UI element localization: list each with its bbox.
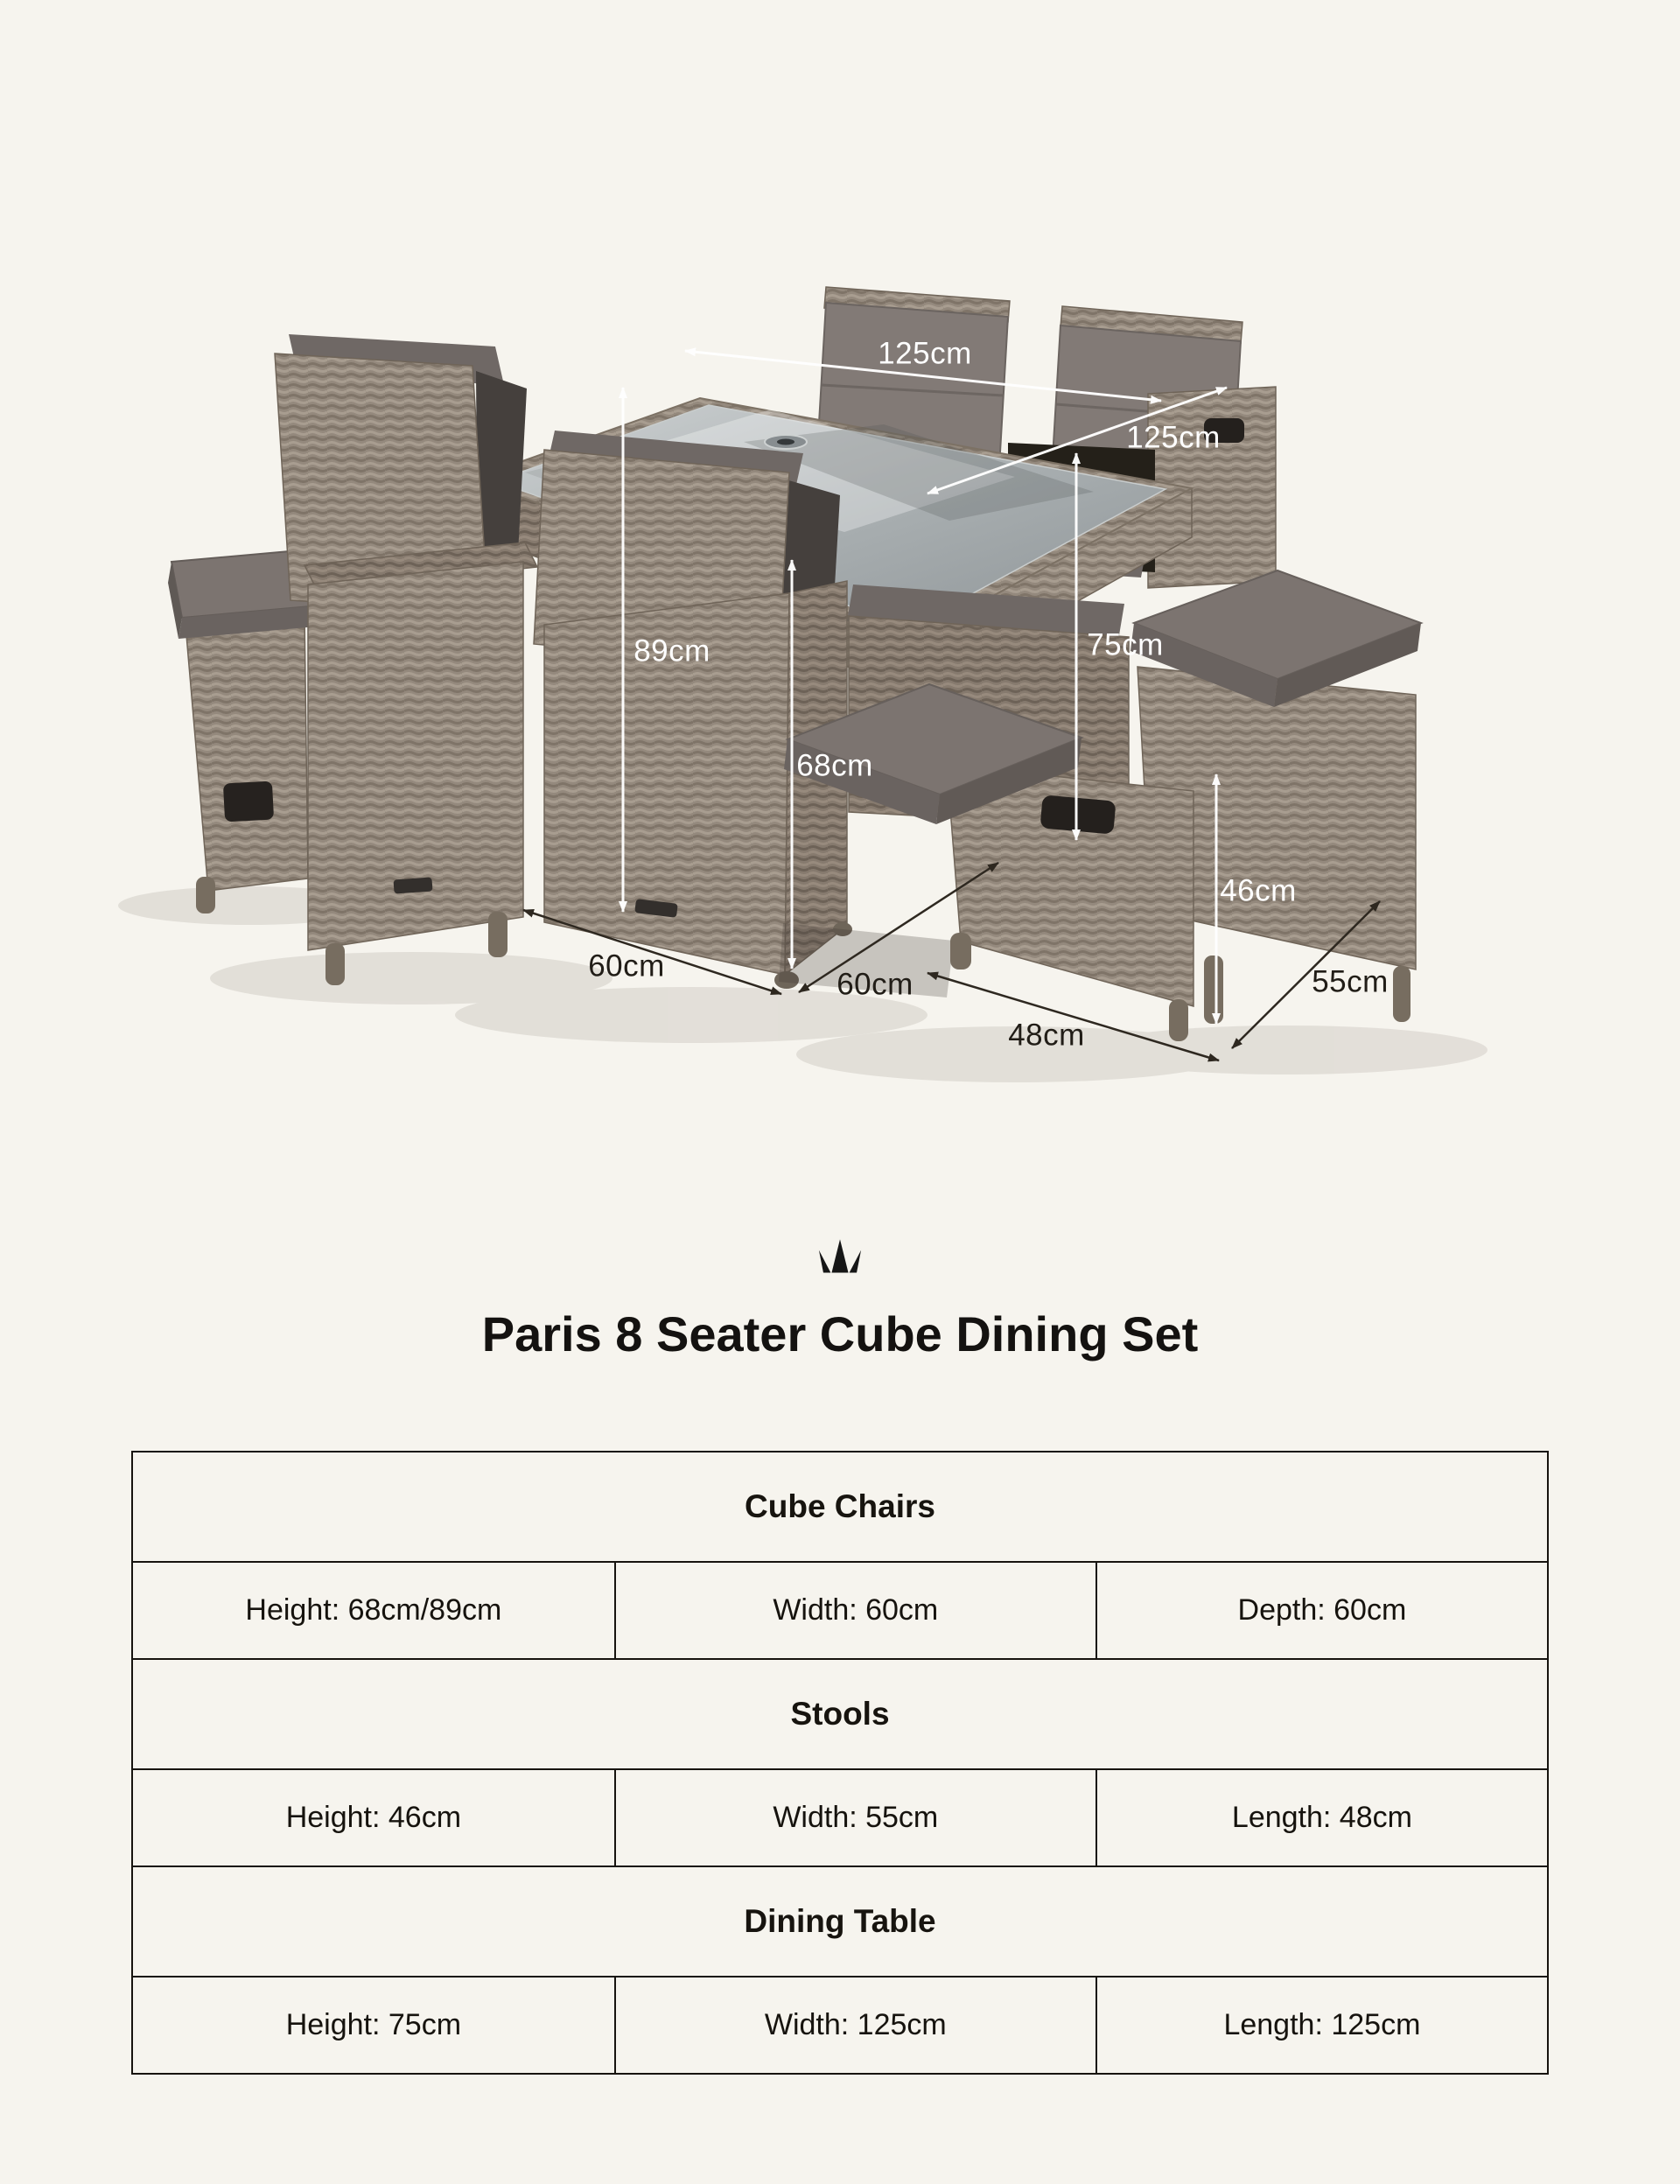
cube-chairs-width: Width: 60cm — [615, 1562, 1096, 1659]
dining-table-height: Height: 75cm — [132, 1977, 615, 2074]
dim-label-stool-width: 55cm — [1312, 964, 1389, 999]
section-header-stools: Stools — [132, 1659, 1548, 1769]
cube-chair-middle — [534, 430, 852, 989]
cube-chairs-depth: Depth: 60cm — [1096, 1562, 1548, 1659]
dim-label-chair-width: 60cm — [588, 948, 665, 984]
table-row — [132, 1562, 1548, 1659]
dim-label-table-length: 125cm — [1126, 420, 1221, 455]
table-row — [132, 1452, 1548, 1562]
table-row — [132, 1866, 1548, 1977]
crown-icon — [816, 1237, 864, 1276]
dining-table-length: Length: 125cm — [1096, 1977, 1548, 2074]
stools-width: Width: 55cm — [615, 1769, 1096, 1866]
brand-block — [0, 1237, 1680, 1280]
dim-label-table-width: 125cm — [878, 336, 972, 371]
table-row — [132, 1769, 1548, 1866]
dining-table-width: Width: 125cm — [615, 1977, 1096, 2074]
dim-label-chair-depth: 60cm — [836, 967, 914, 1002]
table-row — [132, 1659, 1548, 1769]
stools-length: Length: 48cm — [1096, 1769, 1548, 1866]
dim-label-chair-total-height: 89cm — [634, 634, 710, 668]
spec-table — [131, 1451, 1549, 2075]
section-header-dining-table: Dining Table — [132, 1866, 1548, 1977]
cube-chairs-height: Height: 68cm/89cm — [132, 1562, 615, 1659]
product-title: Paris 8 Seater Cube Dining Set — [481, 1306, 1199, 1362]
dim-label-stool-length: 48cm — [1008, 1018, 1085, 1053]
cube-chair-left — [275, 334, 537, 985]
dim-label-stool-height: 46cm — [1220, 873, 1297, 908]
stools-height: Height: 46cm — [132, 1769, 615, 1866]
table-row — [132, 1977, 1548, 2074]
dim-label-table-height: 75cm — [1087, 627, 1164, 662]
section-header-cube-chairs: Cube Chairs — [132, 1452, 1548, 1562]
dim-label-chair-seat-height: 68cm — [796, 748, 873, 783]
